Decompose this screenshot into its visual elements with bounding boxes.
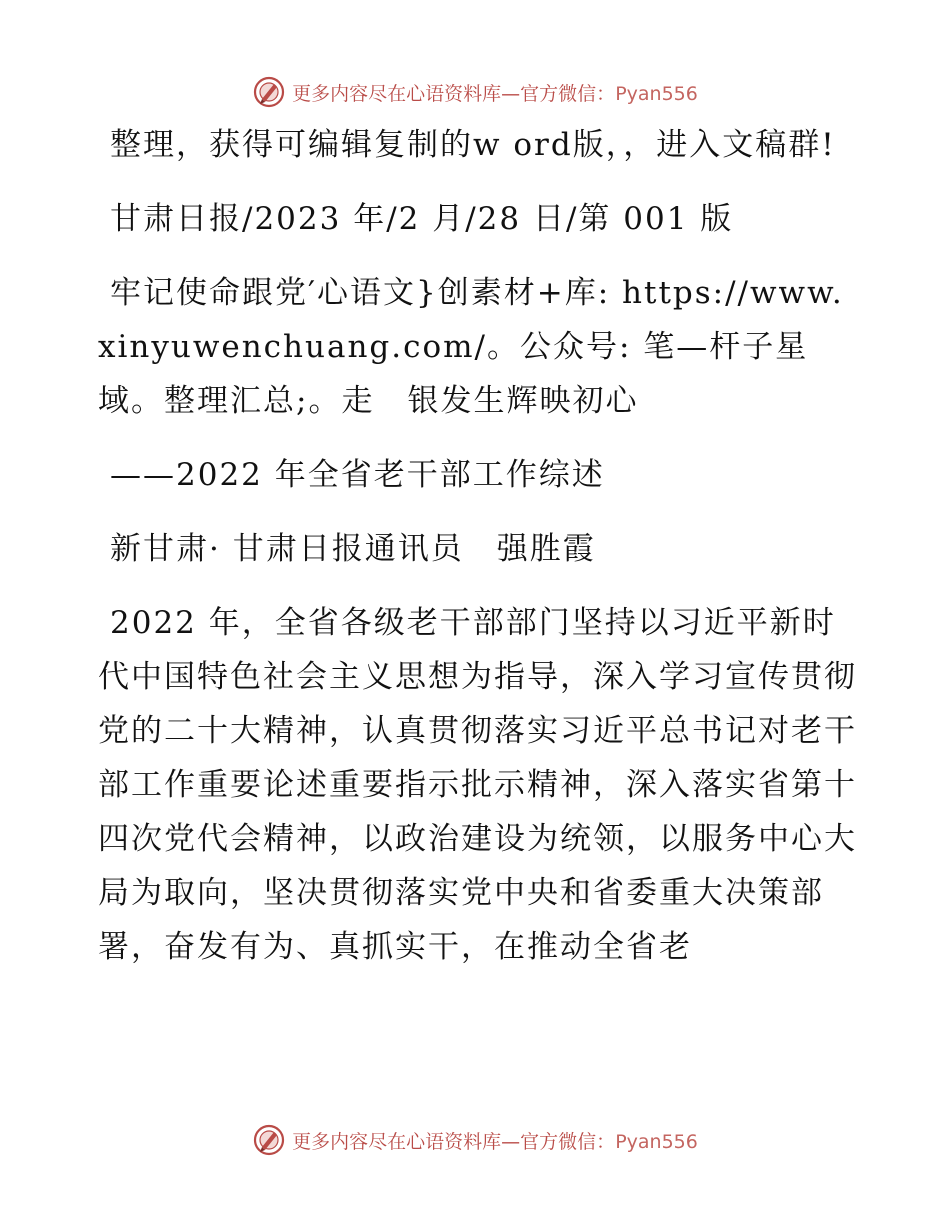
document-body [98,118,858,994]
watermark-separator: — [501,1130,521,1153]
paragraph-source-line: 甘肃日报/2023 年/2 月/28 日/第 001 版 [110,201,734,237]
watermark-separator: — [501,82,521,105]
pen-nib-logo-icon [252,75,286,109]
paragraph-subtitle: ——2022 年全省老干部工作综述 [110,457,605,493]
watermark-main: 更多内容尽在心语资料库 [292,1130,502,1153]
watermark-main: 更多内容尽在心语资料库 [292,82,502,105]
watermark-official: 官方微信： [520,82,616,105]
watermark-text [292,79,698,106]
paragraph-byline: 新甘肃· 甘肃日报通讯员 强胜霞 [110,531,596,567]
watermark-handle: Pyan556 [615,82,698,105]
pen-nib-logo-icon [252,1123,286,1157]
watermark-handle: Pyan556 [615,1130,698,1153]
paragraph-intro: 整理，获得可编辑复制的w ord版，，进入文稿群! [110,127,836,163]
paragraph-body: 2022 年，全省各级老干部部门坚持以习近平新时代中国特色社会主义思想为指导，深入学习宣传贯彻党的二十大精神，认真贯彻落实习近平总书记对老干部工作重要论述重要指示批示精神，深入落实省第十四次党代会精神，以政治建设为统领，以服务中心大局为取向，坚决贯彻落实党中央和省委重大决策部署，奋发有为、真抓实干，在推动全省老 [98,605,857,965]
footer-watermark-banner [0,1120,950,1160]
watermark-text [292,1127,698,1154]
paragraph-title: 牢记使命跟党′心语文}创素材+库: https://www.xinyuwenchuang.com/。公众号: 笔—杆子星域。整理汇总;。走 银发生辉映初心 [98,275,844,419]
header-watermark-banner [0,72,950,112]
watermark-official: 官方微信： [520,1130,616,1153]
